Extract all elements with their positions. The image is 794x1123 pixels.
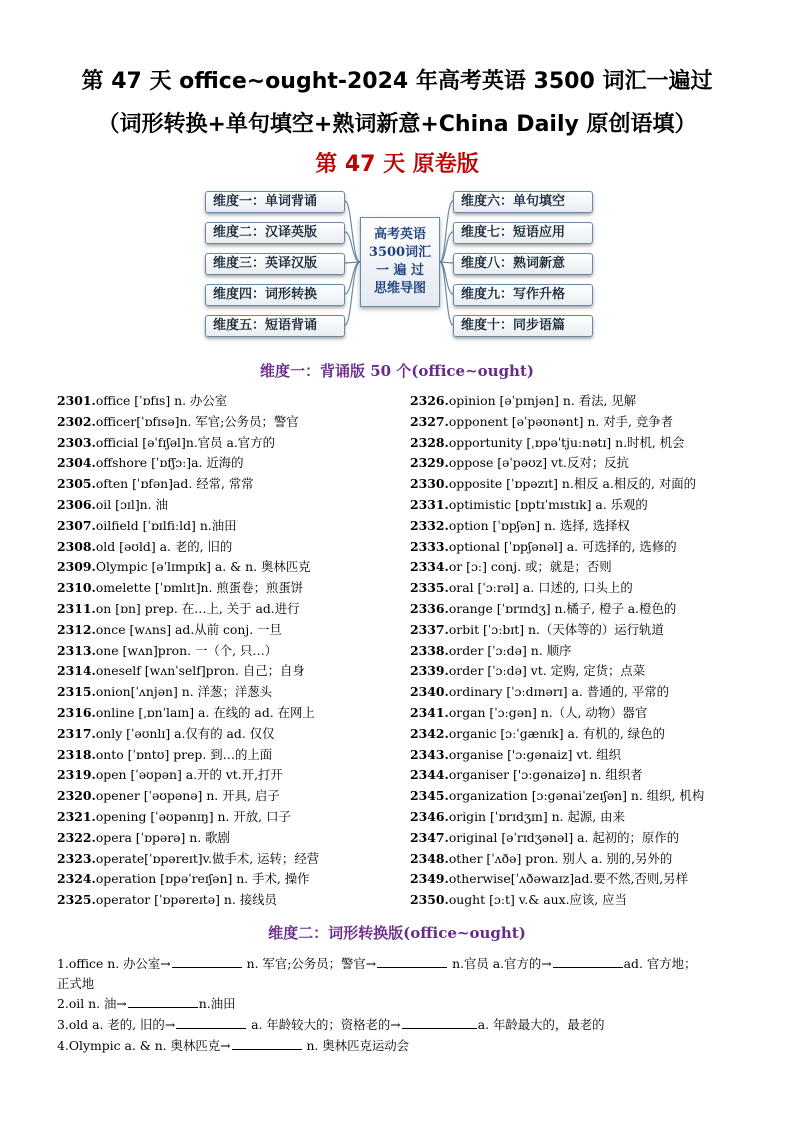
vocab-entry: official [əˈfɪʃəl]n.官员 a.官方的 [95, 434, 275, 450]
exercise-3 [57, 1015, 604, 1035]
vocab-number: 2314. [57, 663, 96, 679]
vocab-item [410, 828, 704, 849]
vocab-entry: organise ['ɔ:gənaiz] vt. 组织 [448, 746, 621, 762]
answer-blank[interactable] [402, 1016, 477, 1029]
vocab-item [410, 557, 704, 578]
vocab-number: 2310. [57, 580, 96, 596]
vocab-number: 2326. [410, 393, 449, 408]
vocab-entry: one [wʌn]pron. 一（个, 只…） [95, 642, 278, 658]
vocab-item [410, 869, 704, 890]
vocab-number: 2345. [410, 788, 449, 804]
section-2-title: 维度二：词形转换版(office~ought) [268, 924, 526, 942]
vocab-item [57, 495, 319, 516]
vocab-item [410, 495, 704, 516]
vocab-number: 2311. [57, 600, 96, 616]
vocab-item [57, 537, 319, 558]
vocab-entry: order [ˈɔːdə] n. 顺序 [448, 642, 572, 658]
mindmap-center [360, 217, 440, 307]
vocab-item [410, 661, 704, 682]
vocab-item [57, 661, 319, 682]
vocab-entry: open [ˈəʊpən] a.开的 vt.开,打开 [95, 767, 283, 783]
vocab-item [57, 433, 319, 454]
vocab-entry: option [ˈɒpʃən] n. 选择, 选择权 [448, 517, 630, 533]
vocab-number: 2343. [410, 746, 449, 762]
answer-blank[interactable] [232, 1037, 302, 1050]
vocab-number: 2309. [57, 559, 96, 575]
vocab-entry: offshore [ˈɒfʃɔː]a. 近海的 [95, 455, 244, 471]
vocab-entry: operation [ɒpəˈreɪʃən] n. 手术, 操作 [95, 871, 310, 887]
vocab-entry: ordinary [ˈɔːdɪnərɪ] a. 普通的, 平常的 [448, 684, 670, 700]
vocab-entry: omelette [ˈɒmlɪt]n. 煎蛋卷；煎蛋饼 [95, 580, 304, 596]
mindmap-node-7: 维度七：短语应用 [453, 222, 593, 244]
vocab-item [57, 453, 319, 474]
vocab-item [57, 474, 319, 495]
vocab-number: 2348. [410, 850, 449, 866]
vocab-number: 2305. [57, 476, 96, 492]
vocab-number: 2303. [57, 434, 96, 450]
mindmap-node-4: 维度四：词形转换 [205, 284, 345, 306]
vocab-entry: opera [ˈɒpərə] n. 歌剧 [95, 829, 230, 845]
vocab-number: 2301. [57, 393, 96, 408]
vocab-item [57, 786, 319, 807]
vocab-number: 2347. [410, 829, 449, 845]
vocab-item [410, 620, 704, 641]
vocab-item [410, 433, 704, 454]
vocab-number: 2339. [410, 663, 449, 679]
vocab-item [57, 412, 319, 433]
vocab-number: 2316. [57, 704, 96, 720]
vocab-entry: optimistic [ɒptɪˈmɪstɪk] a. 乐观的 [448, 496, 648, 512]
mindmap-node-9: 维度九：写作升格 [453, 284, 593, 306]
vocab-item [57, 849, 319, 870]
vocab-item [57, 828, 319, 849]
vocab-entry: online [ˌɒnˈlaɪn] a. 在线的 ad. 在网上 [95, 704, 315, 720]
vocab-item [410, 453, 704, 474]
version-label: 第 47 天 原卷版 [315, 152, 479, 177]
answer-blank[interactable] [176, 1016, 246, 1029]
vocab-entry: oral [ˈɔːrəl] a. 口述的, 口头上的 [448, 580, 633, 596]
vocab-item [57, 516, 319, 537]
vocab-entry: once [wʌns] ad.从前 conj. 一旦 [95, 621, 282, 637]
vocab-entry: opportunity [ˌɒpəˈtjuːnətɪ] n.时机, 机会 [448, 434, 685, 450]
vocab-entry: opinion [əˈpɪnjən] n. 看法, 见解 [448, 393, 637, 408]
answer-blank[interactable] [553, 955, 623, 968]
vocab-number: 2315. [57, 684, 96, 700]
vocab-list-left [57, 391, 319, 911]
vocab-number: 2318. [57, 746, 96, 762]
vocab-item [57, 724, 319, 745]
vocab-item [57, 703, 319, 724]
vocab-item [410, 537, 704, 558]
vocab-number: 2336. [410, 600, 449, 616]
vocab-entry: organization [ɔ:gənaiˈzeɪʃən] n. 组织, 机构 [448, 788, 705, 804]
vocab-entry: opening [ˈəʊpənɪŋ] n. 开放, 口子 [95, 808, 291, 824]
vocab-number: 2332. [410, 517, 449, 533]
vocab-entry: oppose [əˈpəʊz] vt.反对；反抗 [448, 455, 629, 471]
vocab-entry: or [ɔː] conj. 或；就是；否则 [448, 559, 612, 575]
mind-map [200, 187, 600, 339]
vocab-entry: officer[ˈɒfɪsə]n. 军官;公务员；警官 [95, 413, 299, 429]
vocab-number: 2308. [57, 538, 96, 554]
exercise-text: a. 年龄较大的；资格老的→ [247, 1017, 401, 1032]
answer-blank[interactable] [377, 955, 447, 968]
vocab-number: 2312. [57, 621, 96, 637]
vocab-number: 2331. [410, 496, 449, 512]
mindmap-node-2: 维度二：汉译英版 [205, 222, 345, 244]
exercise-text: n.官员 a.官方的→ [448, 956, 552, 971]
vocab-number: 2338. [410, 642, 449, 658]
mindmap-node-5: 维度五：短语背诵 [205, 315, 345, 337]
exercise-text: n. 军官;公务员；警官→ [242, 956, 377, 971]
vocab-number: 2304. [57, 455, 96, 471]
page-subtitle: （词形转换+单句填空+熟词新意+China Daily 原创语填） [97, 112, 697, 137]
vocab-entry: optional [ˈɒpʃənəl] a. 可选择的, 选修的 [448, 538, 677, 554]
page-title: 第 47 天 office~ought-2024 年高考英语 3500 词汇一遍过 [81, 69, 713, 94]
vocab-number: 2350. [410, 892, 449, 908]
vocab-number: 2341. [410, 704, 449, 720]
vocab-entry: on [ɒn] prep. 在…上, 关于 ad.进行 [95, 600, 300, 616]
vocab-number: 2307. [57, 517, 96, 533]
vocab-entry: oilfield [ˈɒɪlfiːld] n.油田 [95, 517, 237, 533]
exercise-text: a. 年龄最大的，最老的 [477, 1017, 605, 1032]
vocab-number: 2344. [410, 767, 449, 783]
exercise-text: ad. 官方地； [623, 956, 697, 971]
exercise-text: 3.old a. 老的, 旧的→ [57, 1017, 176, 1032]
vocab-number: 2340. [410, 684, 449, 700]
vocab-entry: orange [ˈɒrɪndʒ] n.橘子, 橙子 a.橙色的 [448, 600, 677, 616]
vocab-entry: operator [ˈɒpəreɪtə] n. 接线员 [95, 892, 277, 908]
vocab-item [57, 620, 319, 641]
vocab-number: 2333. [410, 538, 449, 554]
vocab-number: 2335. [410, 580, 449, 596]
vocab-number: 2306. [57, 496, 96, 512]
vocab-entry: operate[ˈɒpəreɪt]v.做手术, 运转；经营 [95, 850, 320, 866]
answer-blank[interactable] [172, 955, 242, 968]
vocab-number: 2346. [410, 808, 449, 824]
mindmap-node-6: 维度六：单句填空 [453, 191, 593, 213]
vocab-entry: office [ˈɒfɪs] n. 办公室 [95, 393, 228, 408]
mindmap-center-line: 3500词汇 [368, 245, 432, 260]
vocab-item [57, 745, 319, 766]
vocab-entry: order [ˈɔːdə] vt. 定购, 定货；点菜 [448, 663, 646, 679]
vocab-item [57, 578, 319, 599]
vocab-entry: onto [ˈɒntʊ] prep. 到…的上面 [95, 746, 273, 762]
vocab-item [410, 849, 704, 870]
vocab-entry: Olympic [əˈlɪmpɪk] a. & n. 奥林匹克 [95, 559, 311, 575]
vocab-number: 2324. [57, 871, 96, 887]
vocab-item [57, 641, 319, 662]
exercise-text: n.油田 [198, 996, 236, 1011]
mindmap-node-3: 维度三：英译汉版 [205, 253, 345, 275]
vocab-number: 2328. [410, 434, 449, 450]
vocab-number: 2320. [57, 788, 96, 804]
vocab-entry: oneself [wʌnˈself]pron. 自己；自身 [95, 663, 305, 679]
exercise-text: 1.office n. 办公室→ [57, 956, 171, 971]
vocab-item [410, 890, 704, 911]
vocab-number: 2317. [57, 725, 96, 741]
vocab-number: 2313. [57, 642, 96, 658]
vocab-item [410, 745, 704, 766]
vocab-entry: opposite [ˈɒpəzɪt] n.相反 a.相反的, 对面的 [448, 476, 697, 492]
vocab-entry: otherwise[ˈʌðəwaɪz]ad.要不然,否则,另样 [448, 871, 688, 887]
vocab-item [410, 391, 704, 412]
vocab-item [57, 869, 319, 890]
vocab-entry: organiser ['ɔ:gənaizə] n. 组织者 [448, 767, 643, 783]
vocab-entry: old [əʊld] a. 老的, 旧的 [95, 538, 233, 554]
vocab-entry: ought [ɔːt] v.& aux.应该, 应当 [448, 892, 627, 908]
vocab-number: 2323. [57, 850, 96, 866]
vocab-item [410, 786, 704, 807]
vocab-item [410, 516, 704, 537]
vocab-number: 2329. [410, 455, 449, 471]
vocab-item [410, 641, 704, 662]
mindmap-node-1: 维度一：单词背诵 [205, 191, 345, 213]
vocab-item [410, 703, 704, 724]
vocab-number: 2334. [410, 559, 449, 575]
vocab-number: 2349. [410, 871, 449, 887]
exercise-text: n. 奥林匹克运动会 [302, 1038, 410, 1053]
vocab-item [410, 578, 704, 599]
mindmap-center-line: 高考英语 [373, 227, 426, 242]
exercise-1-cont: 正式地 [57, 976, 95, 991]
vocab-item [57, 682, 319, 703]
vocab-entry: opponent [əˈpəʊnənt] n. 对手, 竞争者 [448, 413, 674, 429]
vocab-item [410, 682, 704, 703]
vocab-entry: other [ˈʌðə] pron. 别人 a. 别的,另外的 [448, 850, 673, 866]
vocab-list-right [410, 391, 704, 911]
mindmap-center-line: 思维导图 [373, 281, 426, 296]
vocab-item [410, 474, 704, 495]
vocab-item [57, 599, 319, 620]
vocab-item [410, 724, 704, 745]
vocab-number: 2342. [410, 725, 449, 741]
vocab-number: 2325. [57, 892, 96, 908]
vocab-number: 2321. [57, 808, 96, 824]
vocab-item [57, 765, 319, 786]
vocab-entry: onion[ˈʌnjən] n. 洋葱；洋葱头 [95, 684, 273, 700]
answer-blank[interactable] [128, 995, 198, 1008]
exercise-2 [57, 994, 235, 1014]
vocab-entry: opener [ˈəʊpənə] n. 开具, 启子 [95, 788, 280, 804]
vocab-item [57, 807, 319, 828]
mindmap-center-line: 一 遍 过 [375, 263, 425, 278]
mindmap-node-10: 维度十：同步语篇 [453, 315, 593, 337]
vocab-entry: organ [ˈɔːgən] n.（人, 动物）器官 [448, 704, 648, 720]
vocab-item [410, 412, 704, 433]
section-1-title: 维度一：背诵版 50 个(office~ought) [259, 362, 534, 380]
vocab-entry: origin [ˈɒrɪdʒɪn] n. 起源, 由来 [448, 808, 625, 824]
vocab-entry: organic [ɔːˈgænɪk] a. 有机的, 绿色的 [448, 725, 665, 741]
exercise-text: 2.oil n. 油→ [57, 996, 127, 1011]
vocab-number: 2319. [57, 767, 96, 783]
vocab-item [57, 890, 319, 911]
vocab-item [57, 557, 319, 578]
vocab-number: 2327. [410, 413, 449, 429]
exercise-4 [57, 1036, 409, 1056]
vocab-entry: oil [ɔɪl]n. 油 [95, 496, 168, 512]
vocab-entry: orbit [ˈɔːbɪt] n.（天体等的）运行轨道 [448, 621, 664, 637]
vocab-entry: original [əˈrɪdʒənəl] a. 起初的；原作的 [448, 829, 680, 845]
exercise-1 [57, 954, 696, 974]
vocab-item [410, 599, 704, 620]
vocab-number: 2330. [410, 476, 449, 492]
exercise-text: 4.Olympic a. & n. 奥林匹克→ [57, 1038, 231, 1053]
vocab-number: 2302. [57, 413, 96, 429]
mindmap-node-8: 维度八：熟词新意 [453, 253, 593, 275]
vocab-number: 2337. [410, 621, 449, 637]
vocab-item [410, 765, 704, 786]
vocab-entry: only [ˈəʊnlɪ] a.仅有的 ad. 仅仅 [95, 725, 275, 741]
vocab-number: 2322. [57, 829, 96, 845]
vocab-item [410, 807, 704, 828]
vocab-item [57, 391, 319, 412]
vocab-entry: often [ˈɒfən]ad. 经常, 常常 [95, 476, 254, 492]
